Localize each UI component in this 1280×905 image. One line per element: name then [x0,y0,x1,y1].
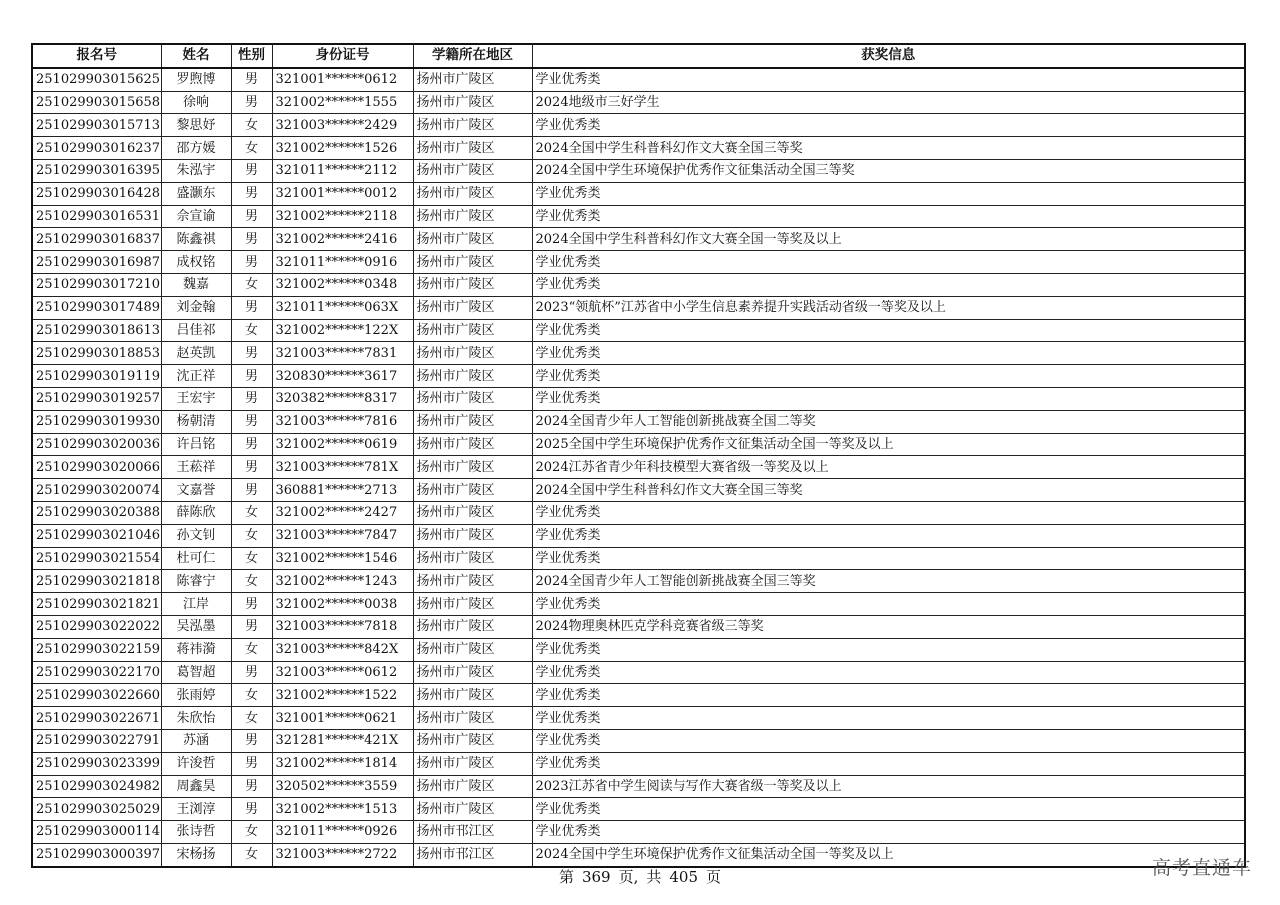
cell-name: 沈正祥 [161,365,231,388]
table-row [32,752,1245,775]
cell-registration-no: 251029903015713 [32,114,161,137]
page-footer [0,866,1280,887]
table-row [32,707,1245,730]
cell-name: 宋杨扬 [161,843,231,866]
cell-school-region: 扬州市广陵区 [413,684,532,707]
cell-registration-no: 251029903021554 [32,547,161,570]
cell-gender: 男 [231,182,272,205]
cell-registration-no: 251029903018853 [32,342,161,365]
footer-page-suffix: 页, [618,868,639,886]
admissions-table [31,43,1246,868]
table-row [32,410,1245,433]
cell-id-number: 320502******3559 [272,775,413,798]
table-row [32,365,1245,388]
cell-award-info: 学业优秀类 [532,273,1245,296]
cell-registration-no: 251029903022022 [32,615,161,638]
cell-award-info: 学业优秀类 [532,752,1245,775]
table-row [32,501,1245,524]
cell-school-region: 扬州市广陵区 [413,479,532,502]
table-row [32,91,1245,114]
cell-id-number: 321002******1522 [272,684,413,707]
cell-school-region: 扬州市广陵区 [413,524,532,547]
cell-id-number: 321003******0612 [272,661,413,684]
cell-id-number: 321002******2118 [272,205,413,228]
header-id-number: 身份证号 [272,44,413,68]
cell-award-info: 2024江苏省青少年科技模型大赛省级一等奖及以上 [532,456,1245,479]
cell-registration-no: 251029903019257 [32,387,161,410]
cell-id-number: 321002******1243 [272,570,413,593]
cell-award-info: 学业优秀类 [532,798,1245,821]
cell-registration-no: 251029903016987 [32,251,161,274]
cell-gender: 男 [231,798,272,821]
cell-id-number: 321003******781X [272,456,413,479]
cell-name: 许浚哲 [161,752,231,775]
cell-school-region: 扬州市广陵区 [413,296,532,319]
table-row [32,68,1245,91]
cell-school-region: 扬州市广陵区 [413,707,532,730]
cell-gender: 女 [231,821,272,844]
cell-name: 朱欣怡 [161,707,231,730]
cell-school-region: 扬州市广陵区 [413,775,532,798]
table-row [32,456,1245,479]
cell-award-info: 学业优秀类 [532,707,1245,730]
table-row [32,570,1245,593]
cell-school-region: 扬州市广陵区 [413,137,532,160]
cell-registration-no: 251029903021818 [32,570,161,593]
cell-name: 刘金翰 [161,296,231,319]
cell-id-number: 321003******2429 [272,114,413,137]
table-row [32,593,1245,616]
cell-gender: 男 [231,456,272,479]
header-school-region: 学籍所在地区 [413,44,532,68]
cell-award-info: 学业优秀类 [532,821,1245,844]
footer-total-suffix: 页 [706,868,722,886]
table-row [32,524,1245,547]
cell-award-info: 学业优秀类 [532,342,1245,365]
cell-registration-no: 251029903016428 [32,182,161,205]
cell-registration-no: 251029903016837 [32,228,161,251]
cell-award-info: 学业优秀类 [532,251,1245,274]
cell-gender: 女 [231,547,272,570]
cell-id-number: 321001******0621 [272,707,413,730]
cell-name: 文嘉誉 [161,479,231,502]
table-row [32,775,1245,798]
cell-name: 魏嘉 [161,273,231,296]
cell-award-info: 学业优秀类 [532,319,1245,342]
cell-name: 张诗哲 [161,821,231,844]
cell-registration-no: 251029903015625 [32,68,161,91]
cell-award-info: 学业优秀类 [532,365,1245,388]
cell-id-number: 320830******3617 [272,365,413,388]
cell-award-info: 学业优秀类 [532,638,1245,661]
cell-registration-no: 251029903016237 [32,137,161,160]
cell-gender: 男 [231,205,272,228]
cell-name: 苏涵 [161,729,231,752]
table-row [32,342,1245,365]
cell-name: 吕佳祁 [161,319,231,342]
cell-school-region: 扬州市广陵区 [413,365,532,388]
table-body [32,68,1245,867]
cell-id-number: 321001******0012 [272,182,413,205]
cell-registration-no: 251029903000397 [32,843,161,866]
cell-school-region: 扬州市广陵区 [413,319,532,342]
cell-gender: 男 [231,729,272,752]
cell-gender: 男 [231,615,272,638]
cell-name: 杨朝清 [161,410,231,433]
cell-gender: 男 [231,387,272,410]
cell-id-number: 321002******122X [272,319,413,342]
cell-gender: 女 [231,137,272,160]
cell-gender: 男 [231,775,272,798]
cell-gender: 男 [231,159,272,182]
cell-registration-no: 251029903016395 [32,159,161,182]
cell-registration-no: 251029903021046 [32,524,161,547]
cell-award-info: 学业优秀类 [532,661,1245,684]
cell-award-info: 2024全国中学生科普科幻作文大赛全国三等奖 [532,479,1245,502]
cell-school-region: 扬州市广陵区 [413,410,532,433]
header-registration-no: 报名号 [32,44,161,68]
cell-id-number: 321001******0612 [272,68,413,91]
cell-school-region: 扬州市广陵区 [413,570,532,593]
cell-gender: 男 [231,661,272,684]
cell-gender: 女 [231,707,272,730]
cell-name: 佘宣谕 [161,205,231,228]
cell-award-info: 学业优秀类 [532,182,1245,205]
cell-name: 王菘祥 [161,456,231,479]
cell-name: 孙文钊 [161,524,231,547]
footer-total-pages: 405 [669,868,699,886]
table-row [32,798,1245,821]
cell-gender: 女 [231,273,272,296]
table-row [32,433,1245,456]
cell-registration-no: 251029903000114 [32,821,161,844]
table-row [32,684,1245,707]
cell-gender: 男 [231,251,272,274]
header-award-info: 获奖信息 [532,44,1245,68]
cell-award-info: 2023“领航杯”江苏省中小学生信息素养提升实践活动省级一等奖及以上 [532,296,1245,319]
cell-award-info: 学业优秀类 [532,387,1245,410]
cell-id-number: 321002******1513 [272,798,413,821]
cell-registration-no: 251029903016531 [32,205,161,228]
cell-gender: 男 [231,433,272,456]
cell-registration-no: 251029903019119 [32,365,161,388]
cell-id-number: 360881******2713 [272,479,413,502]
table-row [32,661,1245,684]
cell-id-number: 321011******0916 [272,251,413,274]
cell-name: 许吕铭 [161,433,231,456]
cell-gender: 女 [231,843,272,866]
table-row [32,387,1245,410]
cell-id-number: 321002******2416 [272,228,413,251]
cell-id-number: 321011******0926 [272,821,413,844]
cell-name: 蒋祎漪 [161,638,231,661]
cell-id-number: 321002******0619 [272,433,413,456]
cell-school-region: 扬州市广陵区 [413,661,532,684]
cell-award-info: 学业优秀类 [532,501,1245,524]
cell-id-number: 321011******2112 [272,159,413,182]
cell-name: 邵方媛 [161,137,231,160]
cell-id-number: 321011******063X [272,296,413,319]
cell-gender: 女 [231,638,272,661]
cell-id-number: 321003******7818 [272,615,413,638]
cell-award-info: 学业优秀类 [532,524,1245,547]
table-row [32,821,1245,844]
cell-id-number: 321002******1546 [272,547,413,570]
cell-school-region: 扬州市广陵区 [413,501,532,524]
cell-registration-no: 251029903022671 [32,707,161,730]
cell-award-info: 学业优秀类 [532,205,1245,228]
table-row [32,228,1245,251]
cell-name: 王浏淳 [161,798,231,821]
cell-name: 葛智超 [161,661,231,684]
header-name: 姓名 [161,44,231,68]
cell-gender: 男 [231,68,272,91]
cell-name: 盛灏东 [161,182,231,205]
cell-registration-no: 251029903022660 [32,684,161,707]
cell-name: 黎思妤 [161,114,231,137]
cell-award-info: 学业优秀类 [532,68,1245,91]
cell-school-region: 扬州市广陵区 [413,251,532,274]
cell-name: 吴泓墨 [161,615,231,638]
cell-registration-no: 251029903025029 [32,798,161,821]
cell-award-info: 2024全国青少年人工智能创新挑战赛全国二等奖 [532,410,1245,433]
cell-gender: 女 [231,114,272,137]
cell-registration-no: 251029903022170 [32,661,161,684]
table-header-row [32,44,1245,68]
cell-registration-no: 251029903020388 [32,501,161,524]
cell-id-number: 321281******421X [272,729,413,752]
table-row [32,296,1245,319]
cell-gender: 男 [231,91,272,114]
cell-gender: 男 [231,410,272,433]
cell-id-number: 321003******7816 [272,410,413,433]
cell-registration-no: 251029903020066 [32,456,161,479]
table-row [32,251,1245,274]
footer-page-number: 369 [581,868,611,886]
cell-registration-no: 251029903022159 [32,638,161,661]
cell-id-number: 321002******2427 [272,501,413,524]
cell-registration-no: 251029903020036 [32,433,161,456]
cell-gender: 男 [231,365,272,388]
cell-id-number: 321003******2722 [272,843,413,866]
table-row [32,638,1245,661]
watermark-text: 高考直通车 [1151,857,1252,879]
footer-total-prefix: 共 [646,868,662,886]
cell-registration-no: 251029903019930 [32,410,161,433]
cell-name: 杜可仁 [161,547,231,570]
cell-school-region: 扬州市广陵区 [413,798,532,821]
footer-prefix: 第 [558,868,574,886]
cell-school-region: 扬州市广陵区 [413,615,532,638]
cell-id-number: 321002******0348 [272,273,413,296]
cell-school-region: 扬州市广陵区 [413,638,532,661]
cell-registration-no: 251029903017489 [32,296,161,319]
cell-registration-no: 251029903022791 [32,729,161,752]
cell-gender: 女 [231,684,272,707]
cell-school-region: 扬州市广陵区 [413,387,532,410]
cell-registration-no: 251029903018613 [32,319,161,342]
cell-gender: 男 [231,296,272,319]
cell-award-info: 学业优秀类 [532,729,1245,752]
cell-registration-no: 251029903017210 [32,273,161,296]
cell-id-number: 321003******7831 [272,342,413,365]
cell-school-region: 扬州市广陵区 [413,182,532,205]
cell-gender: 女 [231,501,272,524]
cell-school-region: 扬州市广陵区 [413,342,532,365]
table-row [32,182,1245,205]
cell-school-region: 扬州市广陵区 [413,159,532,182]
cell-name: 陈睿宁 [161,570,231,593]
table-row [32,729,1245,752]
cell-registration-no: 251029903024982 [32,775,161,798]
cell-school-region: 扬州市广陵区 [413,456,532,479]
table-row [32,319,1245,342]
cell-award-info: 2024地级市三好学生 [532,91,1245,114]
cell-registration-no: 251029903020074 [32,479,161,502]
cell-gender: 女 [231,319,272,342]
cell-name: 周鑫昊 [161,775,231,798]
cell-name: 罗煦博 [161,68,231,91]
cell-id-number: 321002******1814 [272,752,413,775]
cell-school-region: 扬州市广陵区 [413,228,532,251]
cell-school-region: 扬州市广陵区 [413,91,532,114]
cell-school-region: 扬州市广陵区 [413,273,532,296]
cell-name: 成权铭 [161,251,231,274]
table-row [32,205,1245,228]
header-gender: 性别 [231,44,272,68]
table-row [32,159,1245,182]
cell-name: 薛陈欣 [161,501,231,524]
cell-name: 江岸 [161,593,231,616]
cell-gender: 男 [231,479,272,502]
cell-award-info: 学业优秀类 [532,593,1245,616]
cell-school-region: 扬州市广陵区 [413,729,532,752]
cell-id-number: 321002******1555 [272,91,413,114]
cell-name: 王宏宇 [161,387,231,410]
cell-award-info: 2024物理奥林匹克学科竞赛省级三等奖 [532,615,1245,638]
cell-name: 徐响 [161,91,231,114]
cell-id-number: 321002******1526 [272,137,413,160]
cell-school-region: 扬州市广陵区 [413,593,532,616]
cell-school-region: 扬州市邗江区 [413,843,532,866]
table-row [32,843,1245,866]
cell-school-region: 扬州市广陵区 [413,205,532,228]
table-row [32,114,1245,137]
cell-award-info: 2025全国中学生环境保护优秀作文征集活动全国一等奖及以上 [532,433,1245,456]
cell-school-region: 扬州市广陵区 [413,752,532,775]
cell-name: 朱泓宇 [161,159,231,182]
table-row [32,137,1245,160]
cell-award-info: 2024全国中学生科普科幻作文大赛全国三等奖 [532,137,1245,160]
cell-school-region: 扬州市广陵区 [413,547,532,570]
cell-id-number: 320382******8317 [272,387,413,410]
cell-name: 张雨婷 [161,684,231,707]
cell-registration-no: 251029903021821 [32,593,161,616]
table-row [32,547,1245,570]
cell-gender: 女 [231,524,272,547]
cell-registration-no: 251029903023399 [32,752,161,775]
cell-award-info: 2024全国青少年人工智能创新挑战赛全国三等奖 [532,570,1245,593]
cell-award-info: 2024全国中学生环境保护优秀作文征集活动全国一等奖及以上 [532,843,1245,866]
cell-award-info: 2023江苏省中学生阅读与写作大赛省级一等奖及以上 [532,775,1245,798]
cell-name: 陈鑫祺 [161,228,231,251]
cell-gender: 女 [231,570,272,593]
cell-award-info: 学业优秀类 [532,114,1245,137]
cell-registration-no: 251029903015658 [32,91,161,114]
cell-id-number: 321002******0038 [272,593,413,616]
cell-gender: 男 [231,593,272,616]
cell-award-info: 学业优秀类 [532,684,1245,707]
cell-award-info: 2024全国中学生环境保护优秀作文征集活动全国三等奖 [532,159,1245,182]
cell-award-info: 学业优秀类 [532,547,1245,570]
cell-name: 赵英凯 [161,342,231,365]
cell-school-region: 扬州市广陵区 [413,114,532,137]
cell-school-region: 扬州市广陵区 [413,433,532,456]
table-row [32,273,1245,296]
cell-school-region: 扬州市邗江区 [413,821,532,844]
cell-id-number: 321003******842X [272,638,413,661]
cell-award-info: 2024全国中学生科普科幻作文大赛全国一等奖及以上 [532,228,1245,251]
cell-gender: 男 [231,342,272,365]
cell-gender: 男 [231,228,272,251]
table-row [32,615,1245,638]
cell-gender: 男 [231,752,272,775]
cell-school-region: 扬州市广陵区 [413,68,532,91]
cell-id-number: 321003******7847 [272,524,413,547]
table-row [32,479,1245,502]
